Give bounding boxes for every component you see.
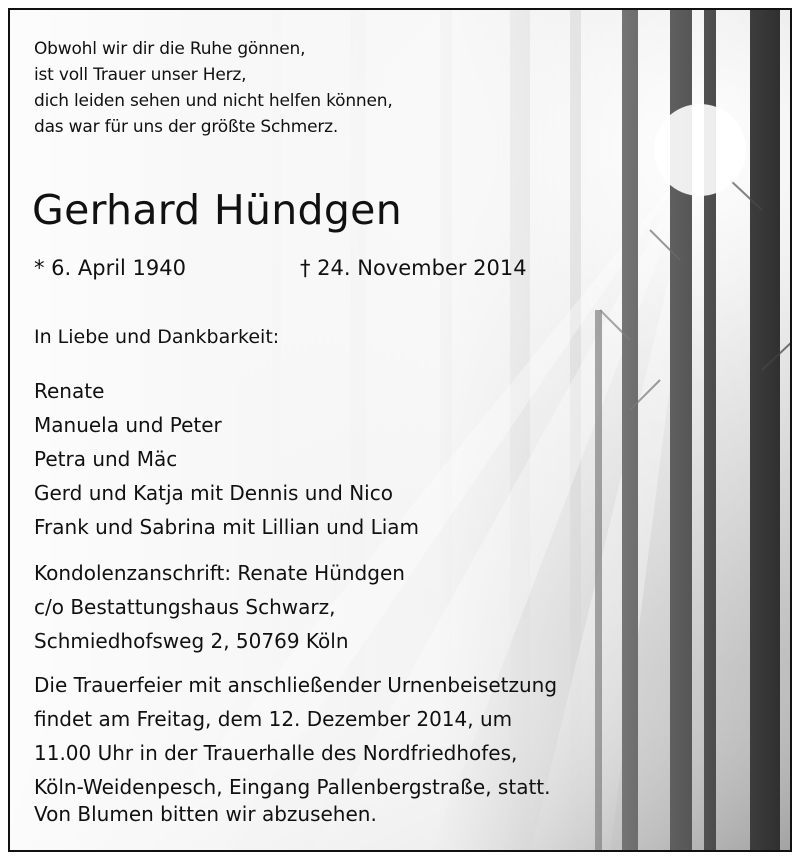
family-member: Petra und Mäc (34, 447, 178, 471)
poem-line: Obwohl wir dir die Ruhe gönnen, (34, 39, 306, 59)
flowers-note: Von Blumen bitten wir abzusehen. (34, 802, 377, 826)
memorial-poem (34, 36, 393, 140)
family-member: Renate (34, 379, 105, 403)
family-member: Frank und Sabrina mit Lillian und Liam (34, 515, 419, 539)
address-line: c/o Bestattungshaus Schwarz, (34, 595, 336, 619)
service-line: 11.00 Uhr in der Trauerhalle des Nordfriedhofes, (34, 741, 518, 765)
poem-line: das war für uns der größte Schmerz. (34, 117, 339, 137)
dedication-line: In Liebe und Dankbarkeit: (34, 326, 280, 348)
deceased-name: Gerhard Hündgen (32, 186, 402, 234)
address-line: Schmiedhofsweg 2, 50769 Köln (34, 629, 349, 653)
birth-date: * 6. April 1940 (34, 256, 187, 280)
family-member: Manuela und Peter (34, 413, 222, 437)
address-line: Kondolenzanschrift: Renate Hündgen (34, 561, 405, 585)
family-list (34, 374, 419, 544)
family-member: Gerd und Katja mit Dennis und Nico (34, 481, 393, 505)
service-line: findet am Freitag, dem 12. Dezember 2014, um (34, 707, 513, 731)
service-line: Köln-Weidenpesch, Eingang Pallenbergstraße, statt. (34, 775, 551, 799)
poem-line: ist voll Trauer unser Herz, (34, 65, 247, 85)
service-line: Die Trauerfeier mit anschließender Urnenbeisetzung (34, 673, 558, 697)
funeral-service-info (34, 668, 557, 804)
death-date: † 24. November 2014 (300, 256, 527, 280)
condolence-address (34, 556, 405, 658)
poem-line: dich leiden sehen und nicht helfen können, (34, 91, 393, 111)
obituary-notice (8, 8, 792, 852)
